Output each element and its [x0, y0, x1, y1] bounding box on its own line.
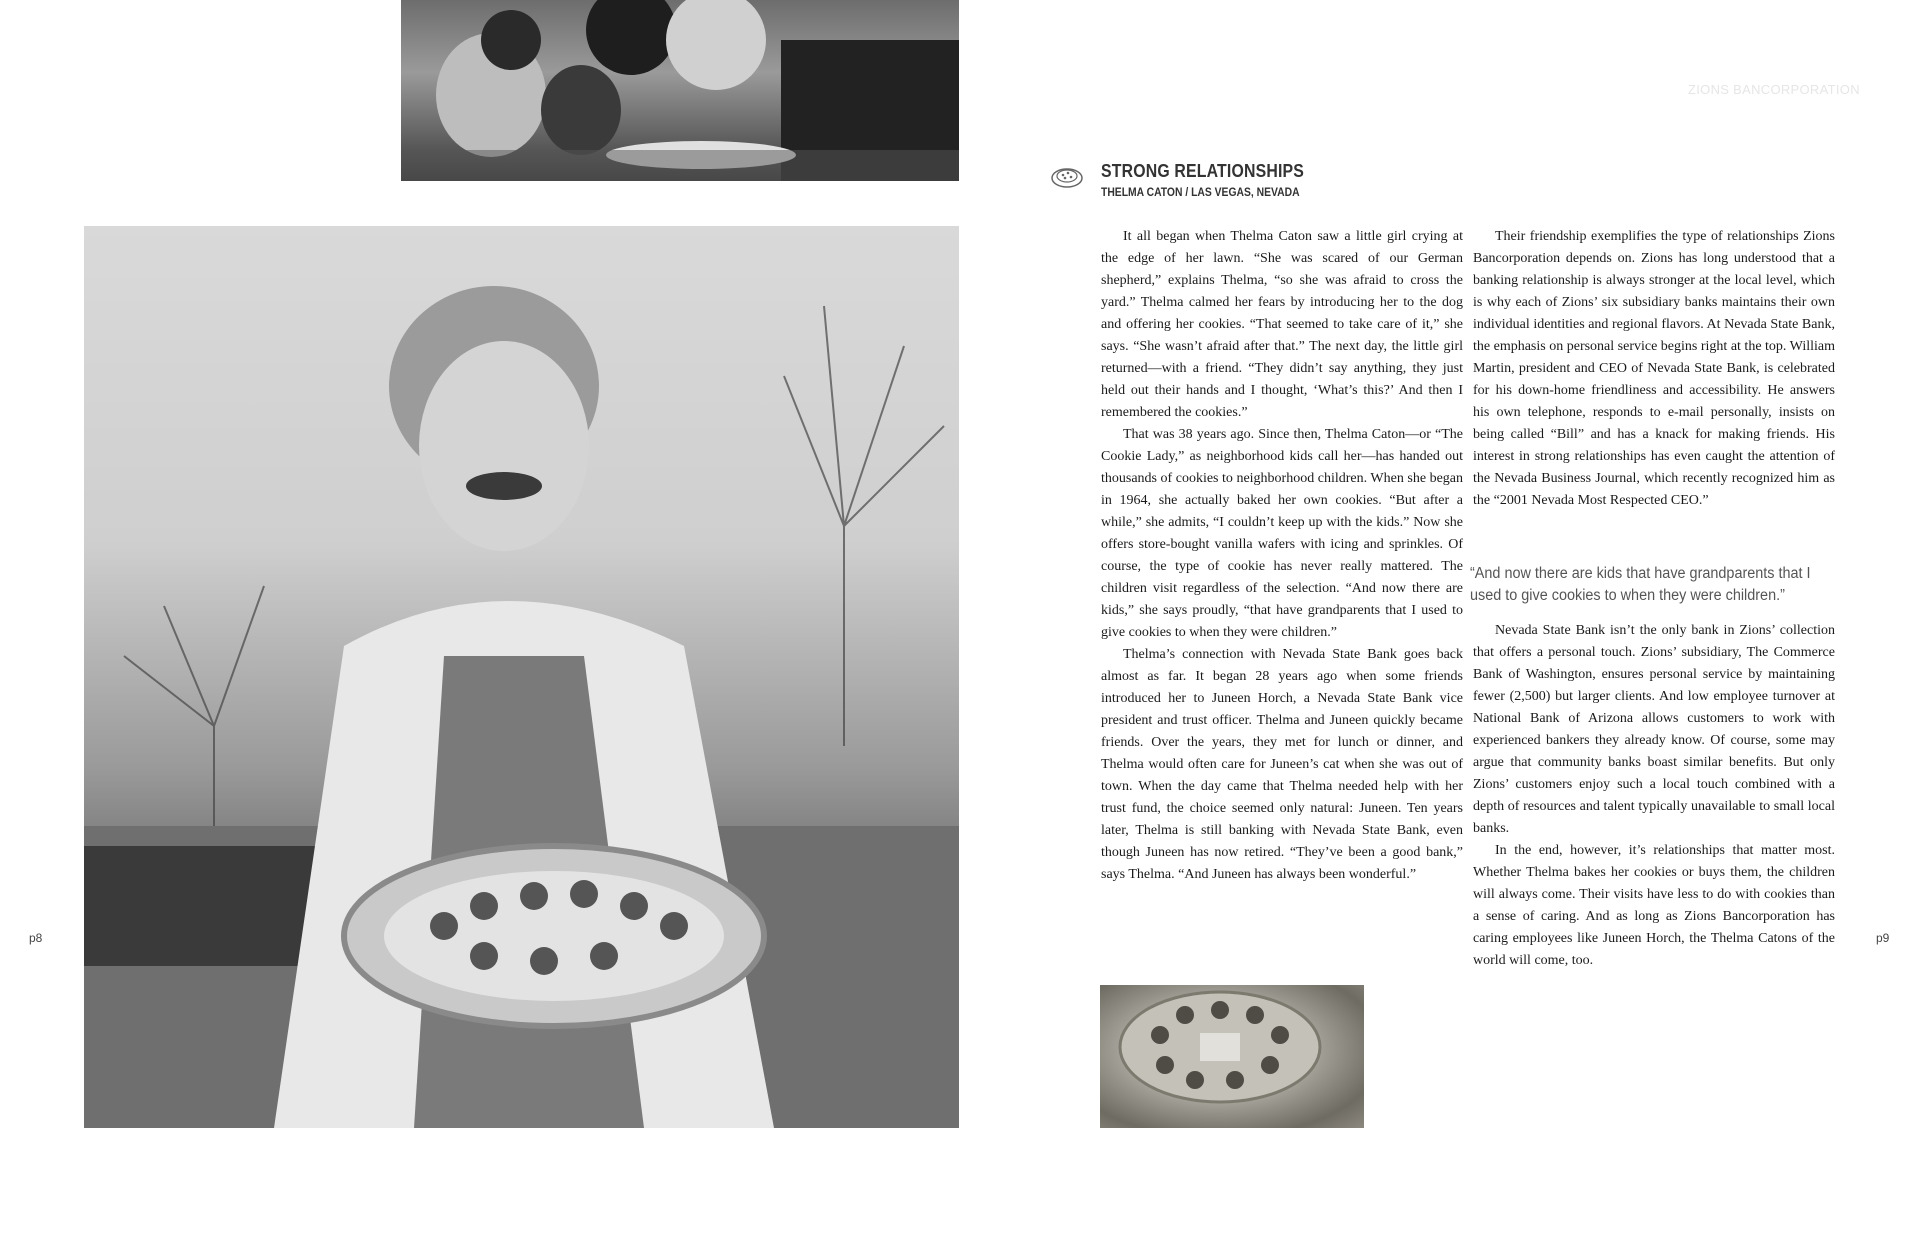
paragraph: Thelma’s connection with Nevada State Bank goes back almost as far. It began 28 years ago when some friends introduced her to Juneen Horch, a Nevada State Bank vice president and trust officer. Thelma and Juneen quickly became friends. Over the years, they met for lunch or dinner, and Thelma would often care for Juneen’s cat when she was out of town. When the day came that Thelma needed help with her trust fund, the choice seemed only natural: Juneen. Ten years later, Thelma is still banking with Nevada State Bank, even though Juneen has now retired. “They’ve been a good bank,” says Thelma. “And Juneen has always been wonderful.” [1101, 647, 1463, 882]
portrait-art [84, 226, 959, 1128]
page-number-left: p8 [29, 931, 43, 945]
cookie-tray-photo [1100, 985, 1364, 1128]
article-column-right-top [1473, 226, 1835, 512]
pull-quote: “And now there are kids that have grandparents that I used to give cookies to when they were children.” [1470, 565, 1811, 604]
paragraph: That was 38 years ago. Since then, Thelma Caton—or “The Cookie Lady,” as neighborhood kids call her—has handed out thousands of cookies to neighborhood children. When she began in 1964, she actually baked her own cookies. “But after a while,” she admits, “I couldn’t keep up with the kids.” Now she offers store-bought vanilla wafers with icing and sprinkles. Of course, the type of cookie has never really mattered. The children visit regardless of the selection. “And now there are kids,” she says proudly, “that have grandparents that I used to give cookies to when they were children.” [1101, 427, 1463, 640]
paragraph: Nevada State Bank isn’t the only bank in Zions’ collection that offers a personal touch. Zions’ subsidiary, The Commerce Bank of Washington, ensures personal service by maintaining fewer (2,500) but larger clients. And low employee turnover at National Bank of Arizona allows customers to work with experienced bankers they already know. Of course, some may argue that community banks boast similar benefits. But only Zions’ customers enjoy such a local touch combined with a depth of resources and talent typically unavailable to small local banks. [1473, 623, 1835, 836]
brand-header: ZIONS BANCORPORATION [1688, 82, 1860, 97]
cookie-icon [1050, 162, 1084, 190]
section-title: STRONG RELATIONSHIPS [1101, 161, 1305, 181]
thelma-portrait-photo [84, 226, 959, 1128]
section-subtitle: THELMA CATON / LAS VEGAS, NEVADA [1101, 187, 1300, 199]
article-column-left [1101, 226, 1463, 886]
children-cookies-photo [401, 0, 959, 181]
paragraph: Their friendship exemplifies the type of relationships Zions Bancorporation depends on. Zions has long understood that a banking relationship is always stronger at the local level, which is why each of Zions’ six subsidiary banks maintains their own individual identities and regional flavors. At Nevada State Bank, the emphasis on personal service begins right at the top. William Martin, president and CEO of Nevada State Bank, is celebrated for his down-home friendliness and accessibility. He answers his own telephone, responds to e-mail personally, insists on being called “Bill” and has a knack for making friends. His interest in strong relationships has even caught the attention of the Nevada Business Journal, which recently recognized him as the “2001 Nevada Most Respected CEO.” [1473, 229, 1835, 508]
paragraph: It all began when Thelma Caton saw a little girl crying at the edge of her lawn. “She was scared of our German shepherd,” explains Thelma, “so she was afraid to cross the yard.” Thelma calmed her fears by introducing her to the dog and offering her cookies. “That seemed to take care of it,” she says. “She wasn’t afraid after that.” The next day, the little girl returned—with a friend. “They didn’t say anything, they just held out their hands and I thought, ‘What’s this?’ And then I remembered the cookies.” [1101, 229, 1463, 420]
page-number-right: p9 [1876, 931, 1890, 945]
children-photo-art [401, 0, 959, 181]
paragraph: In the end, however, it’s relationships that matter most. Whether Thelma bakes her cookies or buys them, the children will always come. Their visits have less to do with cookies than a sense of caring. And as long as Zions Bancorporation has caring employees like Juneen Horch, the Thelma Catons of the world will come, too. [1473, 843, 1835, 968]
tray-art [1100, 985, 1364, 1128]
article-column-right-bottom [1473, 620, 1835, 972]
